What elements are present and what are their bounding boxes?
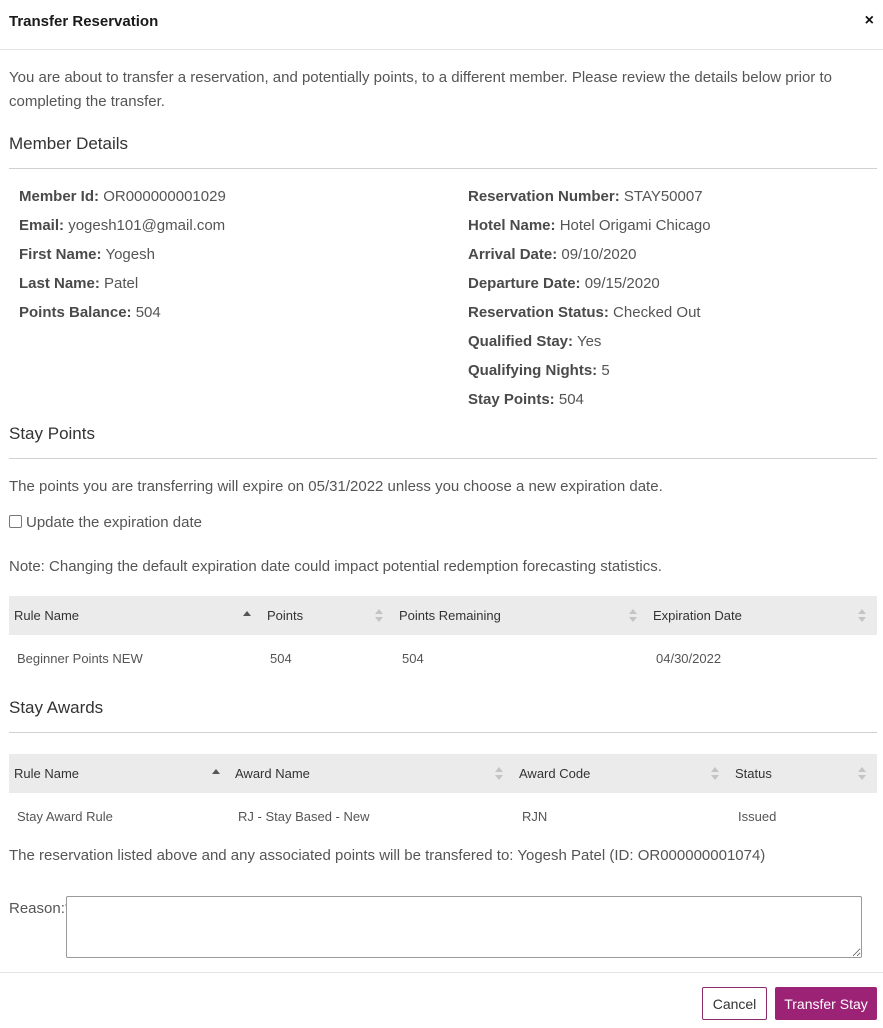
column-header-rule-name[interactable]: Rule Name: [14, 608, 80, 623]
cell-status: Issued: [738, 809, 777, 824]
cell-points-remaining: 504: [402, 651, 424, 666]
stay-points-value: Stay Points: 504: [468, 391, 584, 408]
sort-icon[interactable]: [857, 609, 867, 623]
member-first-name: First Name: Yogesh: [19, 246, 155, 263]
member-id: Member Id: OR000000001029: [19, 188, 226, 205]
footer-divider: [0, 972, 883, 973]
cell-points: 504: [270, 651, 292, 666]
column-header-points-remaining[interactable]: Points Remaining: [399, 608, 501, 623]
expiration-info: The points you are transferring will expire on 05/31/2022 unless you choose a new expiration date.: [9, 478, 663, 495]
stay-awards-table-header: [9, 754, 877, 793]
cell-expiration-date: 04/30/2022: [656, 651, 722, 666]
cell-rule-name: Stay Award Rule: [17, 809, 113, 824]
stay-points-table-header: [9, 596, 877, 635]
departure-date: Departure Date: 09/15/2020: [468, 275, 660, 292]
member-details-heading: Member Details: [9, 134, 129, 153]
column-header-award-name[interactable]: Award Name: [235, 766, 310, 781]
close-icon[interactable]: ×: [864, 12, 874, 29]
intro-text: You are about to transfer a reservation, and potentially points, to a different member. Please review the details below prior to completing the transfer.: [9, 69, 832, 110]
reservation-status: Reservation Status: Checked Out: [468, 304, 701, 321]
column-header-points[interactable]: Points: [267, 608, 304, 623]
column-header-award-code[interactable]: Award Code: [519, 766, 591, 781]
sort-icon[interactable]: [494, 767, 504, 781]
modal-header: [0, 0, 883, 50]
member-last-name: Last Name: Patel: [19, 275, 139, 292]
qualified-stay: Qualified Stay: Yes: [468, 333, 602, 350]
update-expiration-checkbox[interactable]: [9, 515, 22, 528]
sort-icon[interactable]: [628, 609, 638, 623]
cancel-button[interactable]: Cancel: [702, 987, 767, 1020]
column-header-status[interactable]: Status: [735, 766, 772, 781]
sort-icon[interactable]: [710, 767, 720, 781]
sort-icon[interactable]: [857, 767, 867, 781]
member-points-balance: Points Balance: 504: [19, 304, 161, 321]
cell-award-code: RJN: [522, 809, 548, 824]
hotel-name: Hotel Name: Hotel Origami Chicago: [468, 217, 711, 234]
stay-awards-heading: Stay Awards: [9, 698, 104, 717]
sort-asc-icon[interactable]: [211, 769, 221, 783]
transfer-target-text: The reservation listed above and any associated points will be transfered to: Yogesh Patel (ID: OR000000001074): [9, 847, 766, 864]
divider: [9, 458, 877, 459]
cell-rule-name: Beginner Points NEW: [17, 651, 143, 666]
reason-input[interactable]: [66, 896, 862, 958]
stay-points-heading: Stay Points: [9, 424, 95, 443]
reason-label: Reason:: [9, 900, 71, 917]
update-expiration-label[interactable]: Update the expiration date: [26, 514, 202, 531]
forecast-note: Note: Changing the default expiration date could impact potential redemption forecasting statistics.: [9, 558, 662, 575]
column-header-expiration-date[interactable]: Expiration Date: [653, 608, 742, 623]
arrival-date: Arrival Date: 09/10/2020: [468, 246, 637, 263]
sort-icon[interactable]: [374, 609, 384, 623]
divider: [9, 168, 877, 169]
divider: [9, 732, 877, 733]
cell-award-name: RJ - Stay Based - New: [238, 809, 370, 824]
sort-asc-icon[interactable]: [242, 611, 252, 625]
modal-title: Transfer Reservation: [9, 13, 159, 30]
transfer-stay-button[interactable]: Transfer Stay: [775, 987, 877, 1020]
reservation-number: Reservation Number: STAY50007: [468, 188, 703, 205]
qualifying-nights: Qualifying Nights: 5: [468, 362, 610, 379]
member-email: Email: yogesh101@gmail.com: [19, 217, 226, 234]
column-header-rule-name[interactable]: Rule Name: [14, 766, 80, 781]
